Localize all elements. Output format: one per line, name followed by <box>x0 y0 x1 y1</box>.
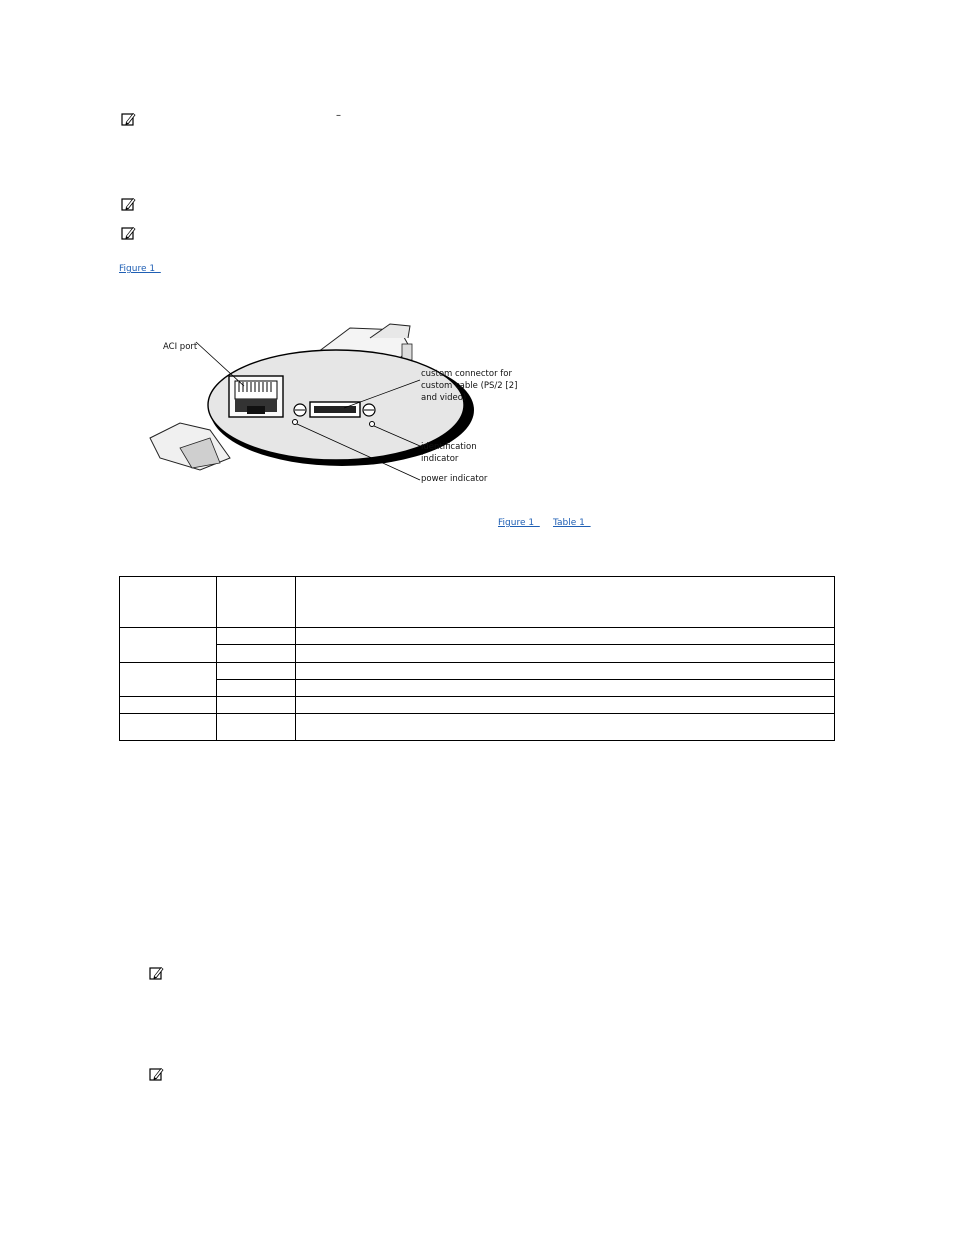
callout-power-indicator: power indicator <box>421 474 488 484</box>
callout-identification-line-2: indicator <box>421 454 459 464</box>
table-cell <box>120 628 217 662</box>
table-cell <box>120 713 217 740</box>
table-cell <box>217 662 296 679</box>
table-row <box>120 679 835 696</box>
table-cell <box>120 696 217 713</box>
table-cell <box>296 645 835 662</box>
figure-link-top[interactable]: Figure 1 <box>119 264 161 274</box>
table-cell <box>296 628 835 645</box>
note-icon <box>121 196 137 212</box>
table-cell <box>217 679 296 696</box>
callout-identification-line-1: identification <box>421 442 477 452</box>
note-icon <box>149 965 165 981</box>
table-row <box>120 696 835 713</box>
table-cell <box>296 662 835 679</box>
indicator-table <box>119 576 835 741</box>
table-header-row <box>120 577 835 628</box>
table-row <box>120 628 835 645</box>
note-icon <box>121 225 137 241</box>
table-row <box>120 713 835 740</box>
table-cell <box>120 577 217 628</box>
figure-link[interactable]: Figure 1 <box>498 518 540 528</box>
header-dash: – <box>336 110 341 121</box>
note-icon <box>149 1066 165 1082</box>
callout-custom-connector-line-2: custom cable (PS/2 [2] <box>421 381 518 391</box>
callout-aci-port: ACI port <box>163 342 198 352</box>
figure-aci-port-illustration <box>140 318 520 493</box>
note-icon <box>121 111 137 127</box>
table-cell <box>296 679 835 696</box>
table-cell <box>296 696 835 713</box>
table-cell <box>217 628 296 645</box>
table-cell <box>217 645 296 662</box>
callout-custom-connector-line-1: custom connector for <box>421 369 512 379</box>
table-cell <box>296 713 835 740</box>
table-row <box>120 662 835 679</box>
table-cell <box>217 713 296 740</box>
table-cell <box>296 577 835 628</box>
table-cell <box>217 696 296 713</box>
table-cell <box>217 577 296 628</box>
table-link[interactable]: Table 1 <box>553 518 591 528</box>
table-cell <box>120 662 217 696</box>
table-row <box>120 645 835 662</box>
callout-custom-connector-line-3: and video) <box>421 393 467 403</box>
